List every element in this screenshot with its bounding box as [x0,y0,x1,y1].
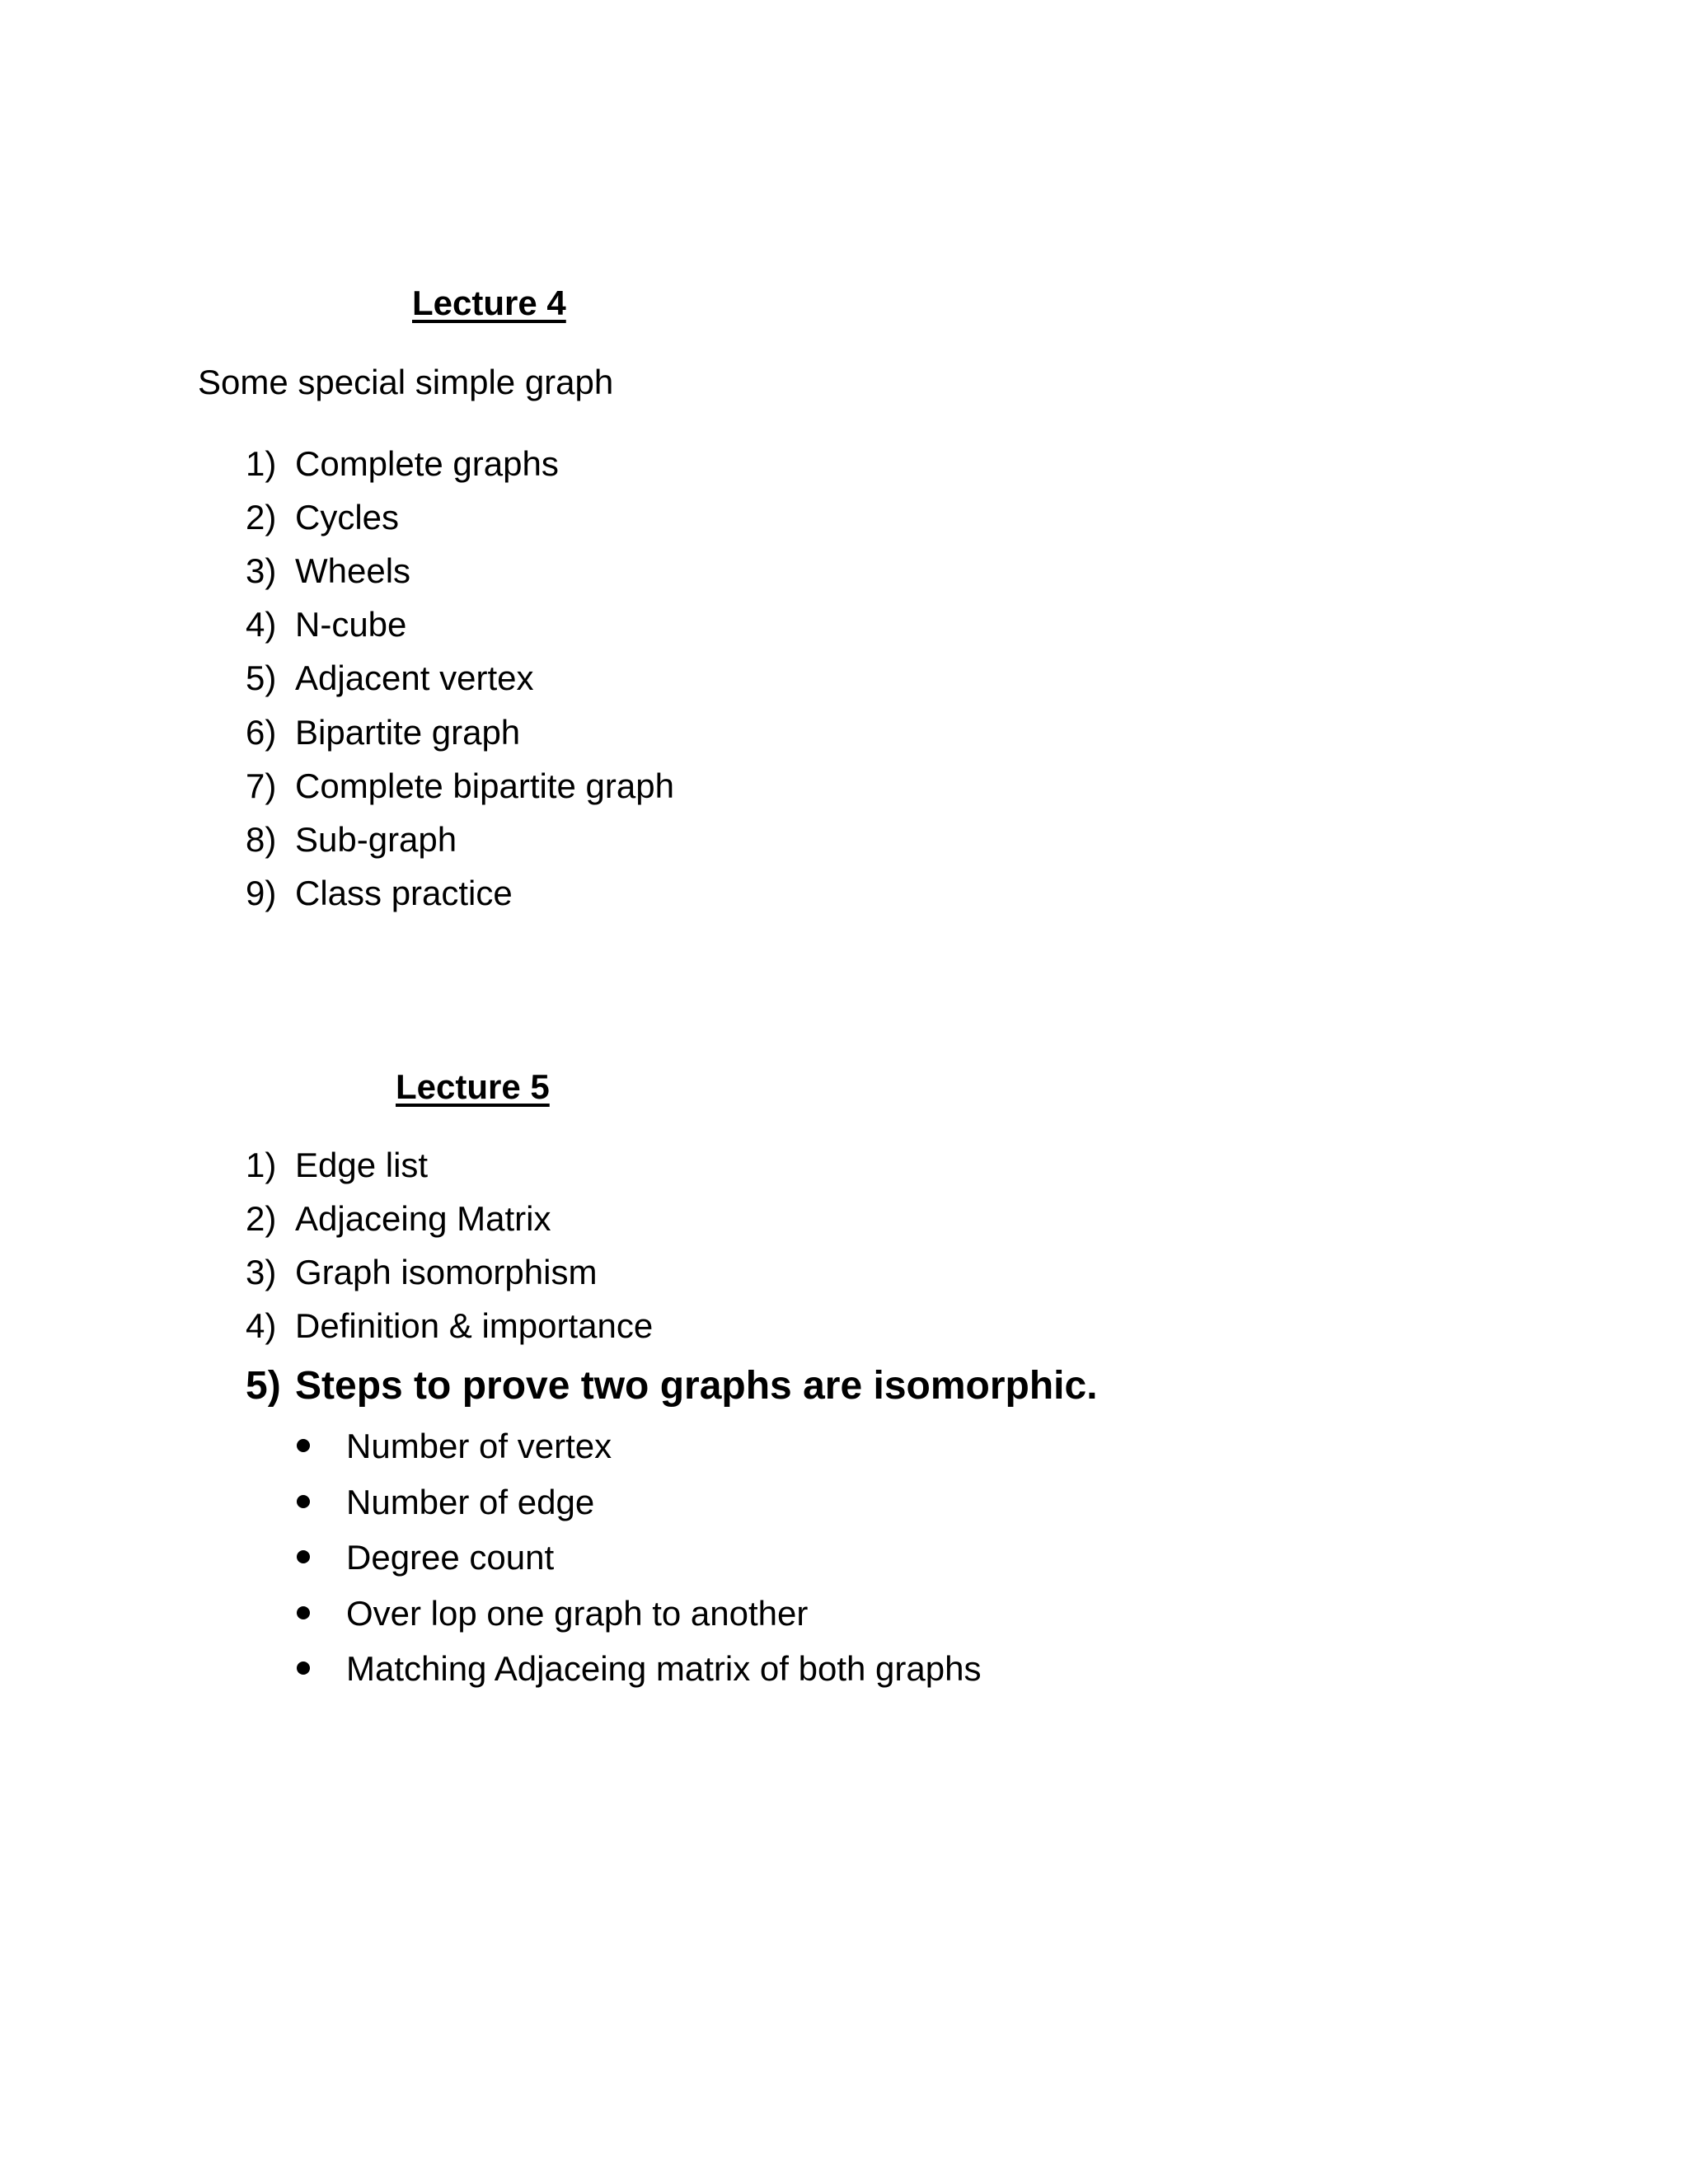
list-number: 6) [246,713,277,752]
list-number: 4) [246,1306,277,1345]
list-number: 9) [246,874,277,912]
list-text: Steps to prove two graphs are isomorphic. [295,1364,1098,1408]
lecture-5-heading: Lecture 5 [396,1067,550,1106]
list-text: Adjacent vertex [295,658,534,697]
bullet-dot-icon [297,1606,310,1619]
bullet-text: Over lop one graph to another [346,1594,809,1633]
list-text: Bipartite graph [295,713,521,752]
list-text: Cycles [295,498,400,537]
list-number: 1) [246,1146,277,1184]
list-text: Wheels [295,551,411,590]
bullet-dot-icon [297,1550,310,1563]
list-number: 4) [246,605,277,644]
bullet-text: Number of vertex [346,1427,612,1465]
list-number: 2) [246,1199,277,1238]
bullet-dot-icon [297,1439,310,1452]
list-number: 1) [246,444,277,483]
list-number: 3) [246,1253,277,1291]
list-text: N-cube [295,605,407,644]
list-text: Complete bipartite graph [295,766,674,805]
list-text: Adjaceing Matrix [295,1199,551,1238]
list-text: Graph isomorphism [295,1253,598,1291]
bullet-text: Degree count [346,1538,555,1577]
lecture-4-heading: Lecture 4 [412,284,566,322]
list-number: 5) [246,658,277,697]
list-number: 2) [246,498,277,537]
list-number: 7) [246,766,277,805]
lecture-4-intro: Some special simple graph [198,363,614,401]
list-text: Sub-graph [295,820,457,859]
list-number: 5) [246,1364,281,1408]
bullet-text: Number of edge [346,1483,595,1521]
bullet-text: Matching Adjaceing matrix of both graphs [346,1649,982,1688]
bullet-dot-icon [297,1661,310,1675]
bullet-dot-icon [297,1495,310,1508]
list-text: Definition & importance [295,1306,654,1345]
list-text: Complete graphs [295,444,559,483]
list-number: 8) [246,820,277,859]
list-text: Edge list [295,1146,429,1184]
list-number: 3) [246,551,277,590]
list-text: Class practice [295,874,513,912]
